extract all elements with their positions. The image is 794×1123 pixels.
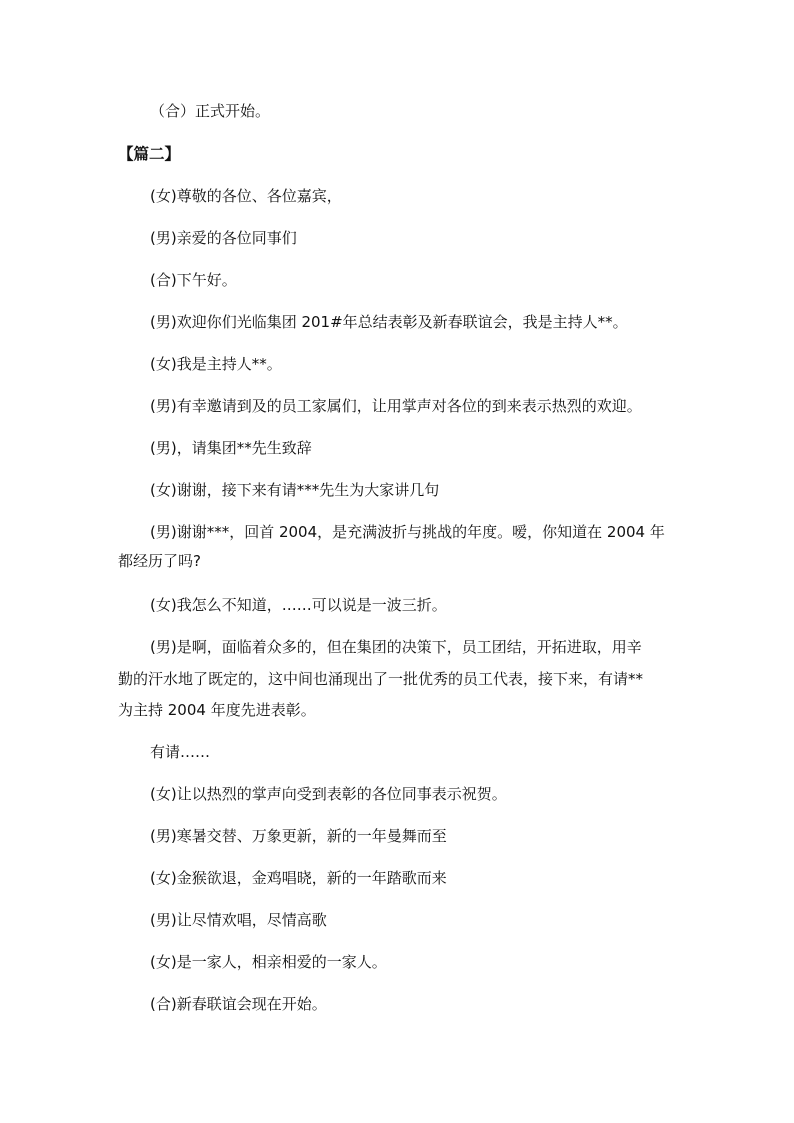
dialogue-line: (男)亲爱的各位同事们 bbox=[150, 229, 297, 247]
dialogue-line: (女)谢谢，接下来有请***先生为大家讲几句 bbox=[150, 481, 440, 499]
paragraph-line: (男)谢谢***，回首 2004，是充满波折与挑战的年度。嗳，你知道在 2004 年 bbox=[150, 523, 665, 541]
dialogue-line: (女)我怎么不知道，……可以说是一波三折。 bbox=[150, 596, 447, 614]
dialogue-line: (女)我是主持人**。 bbox=[150, 355, 282, 373]
dialogue-line: (男)寒暑交替、万象更新，新的一年曼舞而至 bbox=[150, 827, 447, 845]
dialogue-line: (女)尊敬的各位、各位嘉宾， bbox=[150, 187, 342, 205]
intro-line: （合）正式开始。 bbox=[150, 102, 271, 120]
dialogue-line: (男)，请集团**先生致辞 bbox=[150, 439, 312, 457]
dialogue-line: (女)金猴欲退，金鸡唱晓，新的一年踏歌而来 bbox=[150, 869, 447, 887]
dialogue-line: (男)让尽情欢唱，尽情高歌 bbox=[150, 911, 327, 929]
dialogue-line: (男)欢迎你们光临集团 201#年总结表彰及新春联谊会，我是主持人**。 bbox=[150, 313, 628, 331]
paragraph-line: 勤的汗水地了既定的，这中间也涌现出了一批优秀的员工代表，接下来，有请** bbox=[118, 670, 644, 688]
paragraph-line: 为主持 2004 年度先进表彰。 bbox=[118, 701, 316, 719]
section-heading: 【篇二】 bbox=[118, 145, 181, 163]
paragraph-line: 都经历了吗? bbox=[118, 552, 201, 570]
dialogue-line: (合)下午好。 bbox=[150, 271, 237, 289]
paragraph-line: (男)是啊，面临着众多的，但在集团的决策下，员工团结，开拓进取，用辛 bbox=[150, 638, 642, 656]
dialogue-line: (男)有幸邀请到及的员工家属们，让用掌声对各位的到来表示热烈的欢迎。 bbox=[150, 397, 642, 415]
dialogue-line: (合)新春联谊会现在开始。 bbox=[150, 995, 327, 1013]
dialogue-line: (女)让以热烈的掌声向受到表彰的各位同事表示祝贺。 bbox=[150, 785, 507, 803]
dialogue-line: (女)是一家人，相亲相爱的一家人。 bbox=[150, 953, 387, 971]
dialogue-line: 有请…… bbox=[150, 743, 211, 761]
